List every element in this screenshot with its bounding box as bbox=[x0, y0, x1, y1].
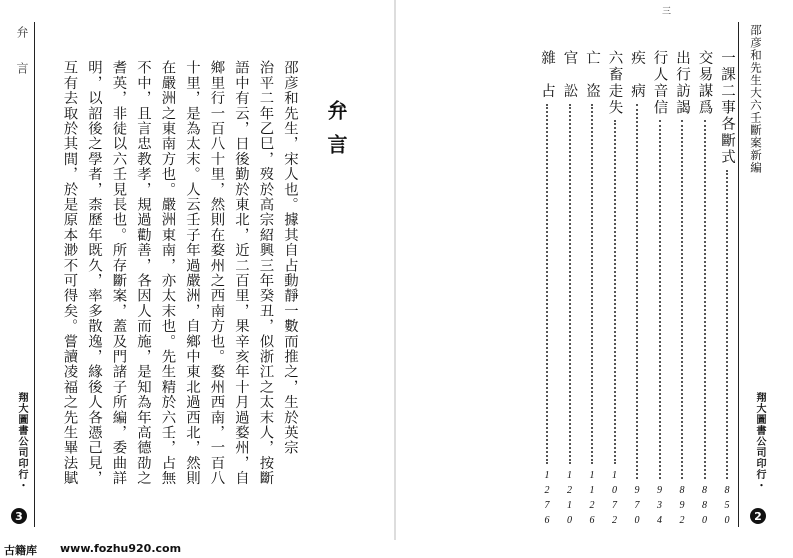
toc-entry-page: 850 bbox=[721, 485, 733, 530]
page-number-badge: 3 bbox=[11, 508, 27, 524]
toc-entry[interactable] bbox=[606, 50, 624, 530]
toc-entry[interactable] bbox=[561, 50, 579, 530]
site-brand: 古籍库 bbox=[4, 544, 37, 557]
toc-entry-title: 行人音信 bbox=[651, 50, 668, 116]
running-head: 邵彦和先生大六壬斷案新編 bbox=[749, 24, 763, 174]
toc-entry-page: 934 bbox=[654, 485, 665, 530]
page-border-rule bbox=[738, 22, 739, 527]
publisher-imprint: 翔大圖書公司印行・ bbox=[16, 392, 27, 491]
toc-leader-dots bbox=[681, 120, 683, 479]
toc-entry[interactable] bbox=[583, 50, 601, 530]
toc-entry-page: 892 bbox=[676, 485, 688, 530]
preface-column: 治平二年乙巳，歿於高宗紹興三年癸丑，似浙江之太末人，按斷 bbox=[257, 60, 274, 486]
toc-entry[interactable] bbox=[651, 50, 669, 530]
toc-leader-dots bbox=[591, 104, 593, 465]
top-mark: 三 bbox=[662, 7, 672, 17]
toc-leader-dots bbox=[659, 120, 661, 479]
right-page bbox=[396, 0, 793, 558]
toc-leader-dots bbox=[704, 120, 706, 479]
toc-leader-dots bbox=[636, 104, 638, 480]
toc-entry-page: 970 bbox=[631, 485, 643, 530]
preface-column: 在嚴洲之東南方也。嚴洲東南，亦太末也。先生精於六壬，占無 bbox=[159, 60, 176, 486]
preface-column: 耆英，非徒以六壬見長也。所存斷案，蓋及門諸子所編，委曲詳 bbox=[110, 60, 127, 486]
site-url[interactable]: www.fozhu920.com bbox=[60, 542, 182, 555]
toc-entry-title: 亡 盗 bbox=[584, 50, 600, 100]
page-number-badge: 2 bbox=[750, 508, 766, 524]
toc-entry-title: 一課二事各斷式 bbox=[719, 50, 735, 166]
preface-column: 邵彦和先生，宋人也。據其自占動靜一數而推之，生於英宗 bbox=[282, 60, 298, 456]
toc-entry[interactable] bbox=[628, 50, 646, 530]
toc-entry[interactable] bbox=[696, 50, 714, 530]
publisher-imprint: 翔大圖書公司印行・ bbox=[754, 392, 765, 491]
preface-title: 弁言 bbox=[324, 100, 348, 168]
preface-column: 互有去取於其間，於是原本渺不可得矣。嘗讀凌福之先生畢法賦 bbox=[61, 60, 78, 486]
running-head: 弁 言 bbox=[15, 26, 29, 80]
toc-leader-dots bbox=[726, 170, 728, 480]
toc-entry[interactable] bbox=[538, 50, 556, 530]
toc-entry-page: 1126 bbox=[586, 470, 598, 530]
toc-entry-page: 880 bbox=[699, 485, 710, 530]
toc-entry-page: 1072 bbox=[609, 470, 620, 530]
toc-entry-title: 雜 占 bbox=[539, 50, 555, 100]
toc-leader-dots bbox=[569, 104, 571, 465]
toc-entry-page: 1210 bbox=[564, 470, 575, 530]
toc-entry-title: 疾 病 bbox=[629, 50, 645, 100]
preface-column: 鄉里行一百八十里，然則在婺州之西南方也。婺州西南，一百八 bbox=[208, 60, 225, 486]
preface-column: 明，以詔後之學者，柰歷年既久，率多散逸，緣後人各憑己見， bbox=[86, 60, 102, 486]
toc-entry-title: 交易謀爲 bbox=[696, 50, 713, 116]
toc-entry-title: 出行訪謁 bbox=[674, 50, 690, 116]
site-footer-bar bbox=[0, 540, 793, 558]
page-border-rule bbox=[34, 22, 35, 527]
left-page bbox=[0, 0, 396, 558]
preface-column: 語中有云，日後勤於東北，近二百里，果辛亥年十月過婺州，自 bbox=[233, 60, 249, 486]
preface-column: 十里，是為太末。人云壬子年過嚴洲，自鄉中東北過西北，然則 bbox=[184, 60, 200, 486]
toc-entry[interactable] bbox=[673, 50, 691, 530]
toc-leader-dots bbox=[614, 120, 616, 464]
toc-entry-title: 六畜走失 bbox=[606, 50, 623, 116]
toc-entry-title: 官 訟 bbox=[561, 50, 578, 100]
toc-entry[interactable] bbox=[718, 50, 736, 530]
preface-column: 不中，且言忠教孝，規過勸善，各因人而施，是知為年高德劭之 bbox=[135, 60, 151, 486]
toc-leader-dots bbox=[546, 104, 548, 465]
toc-entry-page: 1276 bbox=[541, 470, 553, 530]
